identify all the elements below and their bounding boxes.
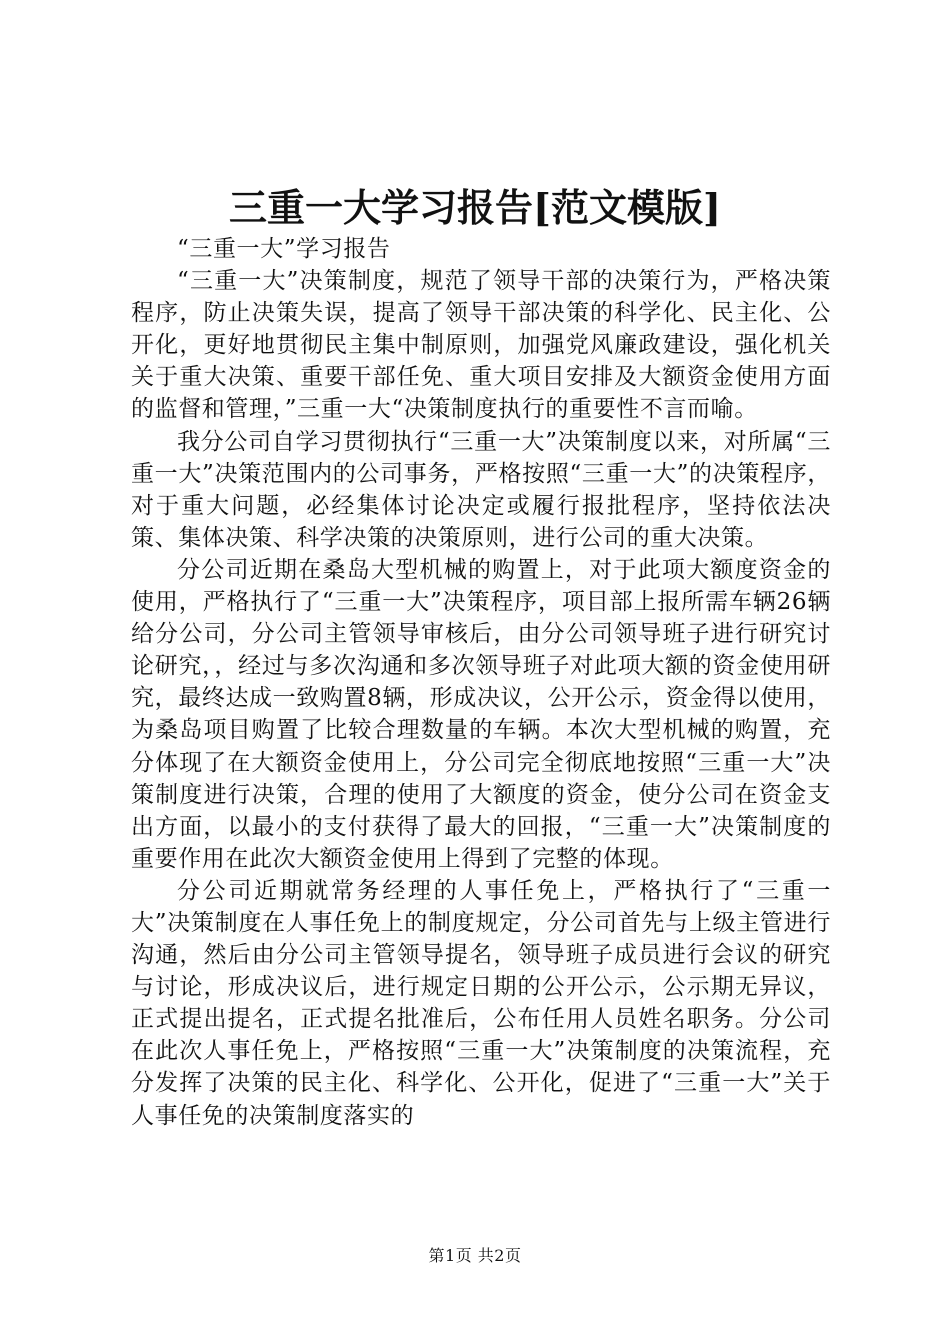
- body-paragraph: 分公司近期就常务经理的人事任免上，严格执行了“三重一大”决策制度在人事任免上的制度规定，分公司首先与上级主管进行沟通，然后由分公司主管领导提名，领导班子成员进行会议的研究与讨论，形成决议后，进行规定日期的公开公示，公示期无异议，正式提出提名，正式提名批准后，公布任用人员姓名职务。分公司在此次人事任免上，严格按照“三重一大”决策制度的决策流程，充分发挥了决策的民主化、科学化、公开化，促进了“三重一大”关于人事任免的决策制度落实的: [131, 877, 831, 1129]
- body-paragraph: 我分公司自学习贯彻执行“三重一大”决策制度以来，对所属“三重一大”决策范围内的公司事务，严格按照“三重一大”的决策程序，对于重大问题，必经集体讨论决定或履行报批程序，坚持依法决策、集体决策、科学决策的决策原则，进行公司的重大决策。: [131, 428, 831, 551]
- body-paragraph: “三重一大”决策制度，规范了领导干部的决策行为，严格决策程序，防止决策失误，提高了领导干部决策的科学化、民主化、公开化，更好地贯彻民主集中制原则，加强党风廉政建设，强化机关关于重大决策、重要干部任免、重大项目安排及大额资金使用方面的监督和管理，”三重一大“决策制度执行的重要性不言而喻。: [131, 268, 831, 423]
- subtitle-paragraph: “三重一大”学习报告: [177, 236, 391, 262]
- page-number-footer: 第1页 共2页: [428, 1246, 522, 1265]
- document-title: 三重一大学习报告[范文模版]: [229, 185, 721, 230]
- body-paragraph: 分公司近期在桑岛大型机械的购置上，对于此项大额度资金的使用，严格执行了“三重一大”决策程序，项目部上报所需车辆26辆给分公司，分公司主管领导审核后，由分公司领导班子进行研究讨论研究，，经过与多次沟通和多次领导班子对此项大额的资金使用研究，最终达成一致购置8辆，形成决议，公开公示，资金得以使用，为桑岛项目购置了比较合理数量的车辆。本次大型机械的购置，充分体现了在大额资金使用上，分公司完全彻底地按照“三重一大”决策制度进行决策，合理的使用了大额度的资金，使分公司在资金支出方面，以最小的支付获得了最大的回报，“三重一大”决策制度的重要作用在此次大额资金使用上得到了完整的体现。: [131, 556, 831, 872]
- document-body: [131, 233, 831, 1132]
